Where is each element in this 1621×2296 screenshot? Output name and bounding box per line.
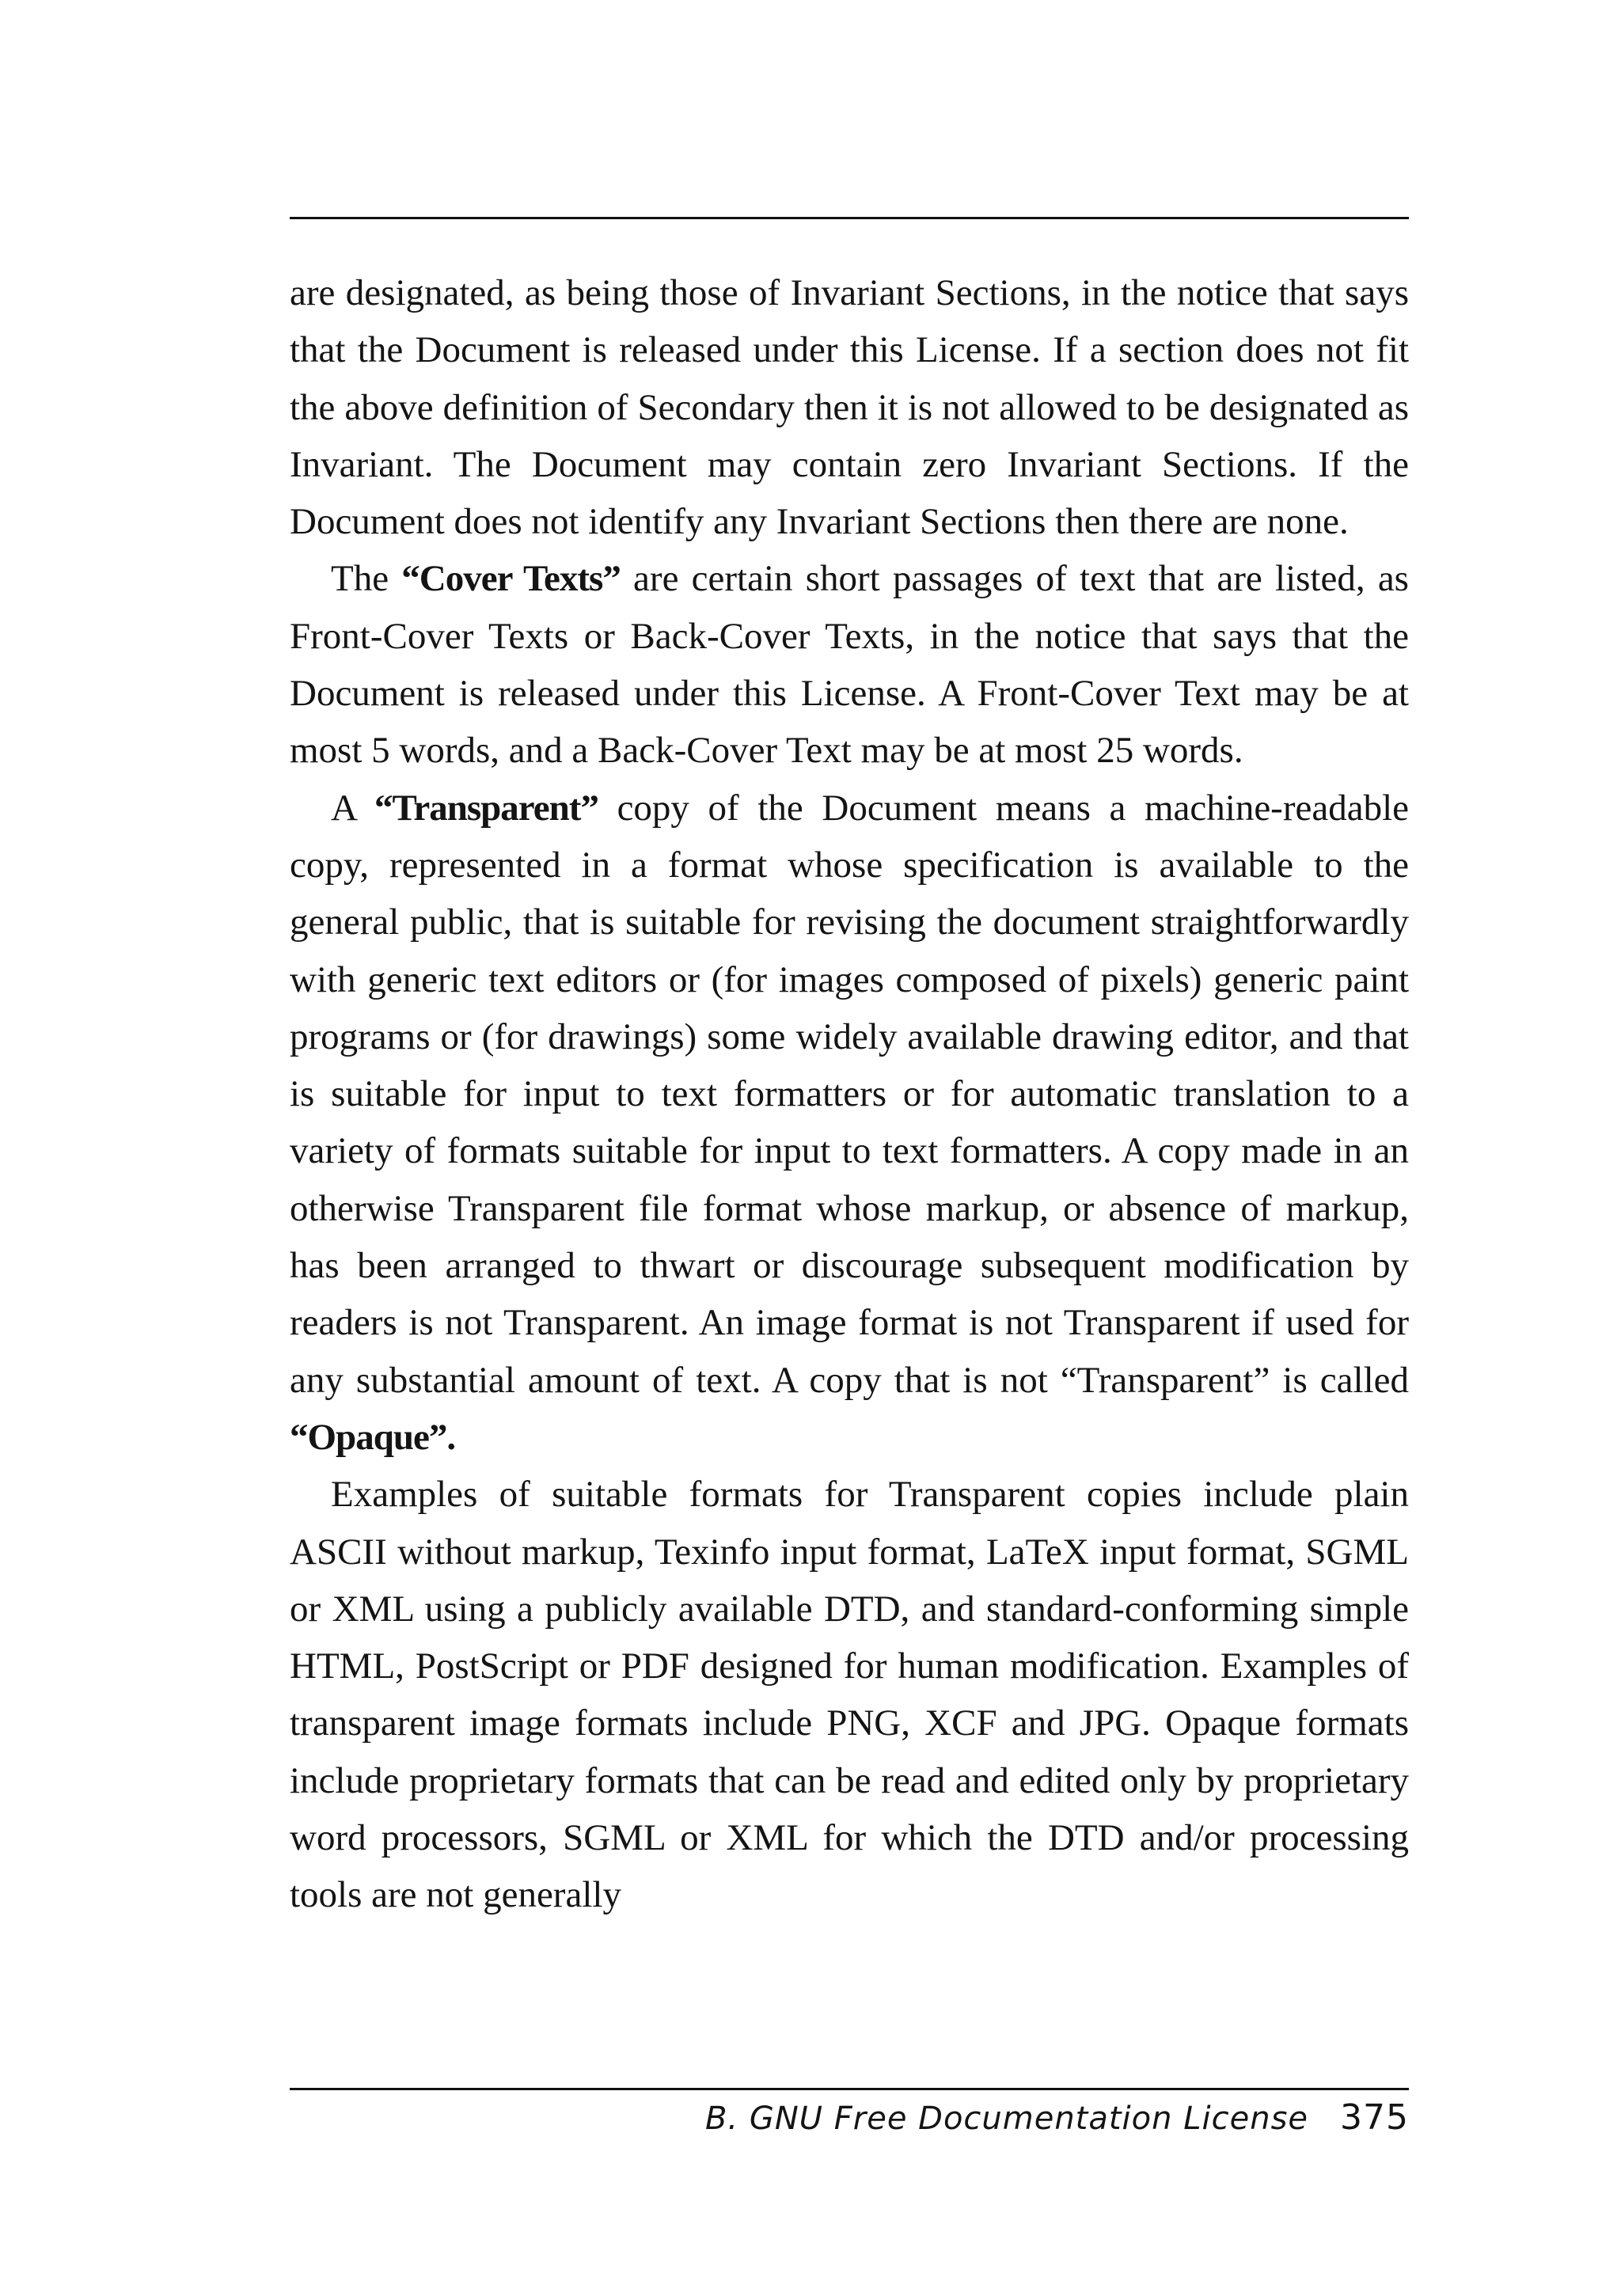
page-footer — [290, 2097, 1409, 2145]
defined-term-transparent: “Transparent” — [374, 787, 598, 829]
paragraph — [290, 264, 1409, 550]
body-text — [290, 264, 1409, 1924]
paragraph — [290, 1466, 1409, 1923]
header-rule — [290, 217, 1409, 219]
paragraph-text: copy of the Document means a machine-readable copy, represented in a format whose specification is available to the general public, that is suitable for revising the document straightforwardly with generic text editors or (for images composed of pixels) generic paint programs or (for drawings) some widely available drawing editor, and that is suitable for input to text formatters or for automatic translation to a variety of formats suitable for input to text formatters. A copy made in an otherwise Transparent file format whose markup, or absence of markup, has been arranged to thwart or discourage subsequent modification by readers is not Transparent. An image format is not Transparent if used for any substantial amount of text. A copy that is not “Transparent” is called — [290, 787, 1409, 1401]
running-title: B. GNU Free Documentation License — [704, 2101, 1309, 2137]
paragraph — [290, 780, 1409, 1467]
paragraph-text: are certain short passages of text that are listed, as Front-Cover Texts or Back-Cover Texts, in the notice that says that the Document is released under this License. A Front-Cover Text may be at most 5 words, and a Back-Cover Text may be at most 25 words. — [290, 558, 1409, 772]
paragraph-text: A — [331, 787, 374, 829]
footer-rule — [290, 2088, 1409, 2090]
defined-term-cover-texts: “Cover Texts” — [401, 558, 621, 600]
paragraph — [290, 550, 1409, 779]
paragraph-text: The — [331, 558, 402, 600]
paragraph-text: Examples of suitable formats for Transparent copies include plain ASCII without markup, Texinfo input format, LaTeX input format, SGML or XML using a publicly available DTD, and standard-conforming simple HTML, PostScript or PDF designed for human modification. Examples of transparent image formats include PNG, XCF and JPG. Opaque formats include proprietary formats that can be read and edited only by proprietary word processors, SGML or XML for which the DTD and/or processing tools are not generally — [290, 1474, 1409, 1916]
defined-term-opaque: “Opaque”. — [290, 1416, 456, 1458]
paragraph-text: are designated, as being those of Invariant Sections, in the notice that says that the Document is released under this License. If a section does not fit the above definition of Secondary then it is not allowed to be designated as Invariant. The Document may contain zero Invariant Sections. If the Document does not identify any Invariant Sections then there are none. — [290, 272, 1409, 543]
page-number: 375 — [1340, 2097, 1409, 2138]
